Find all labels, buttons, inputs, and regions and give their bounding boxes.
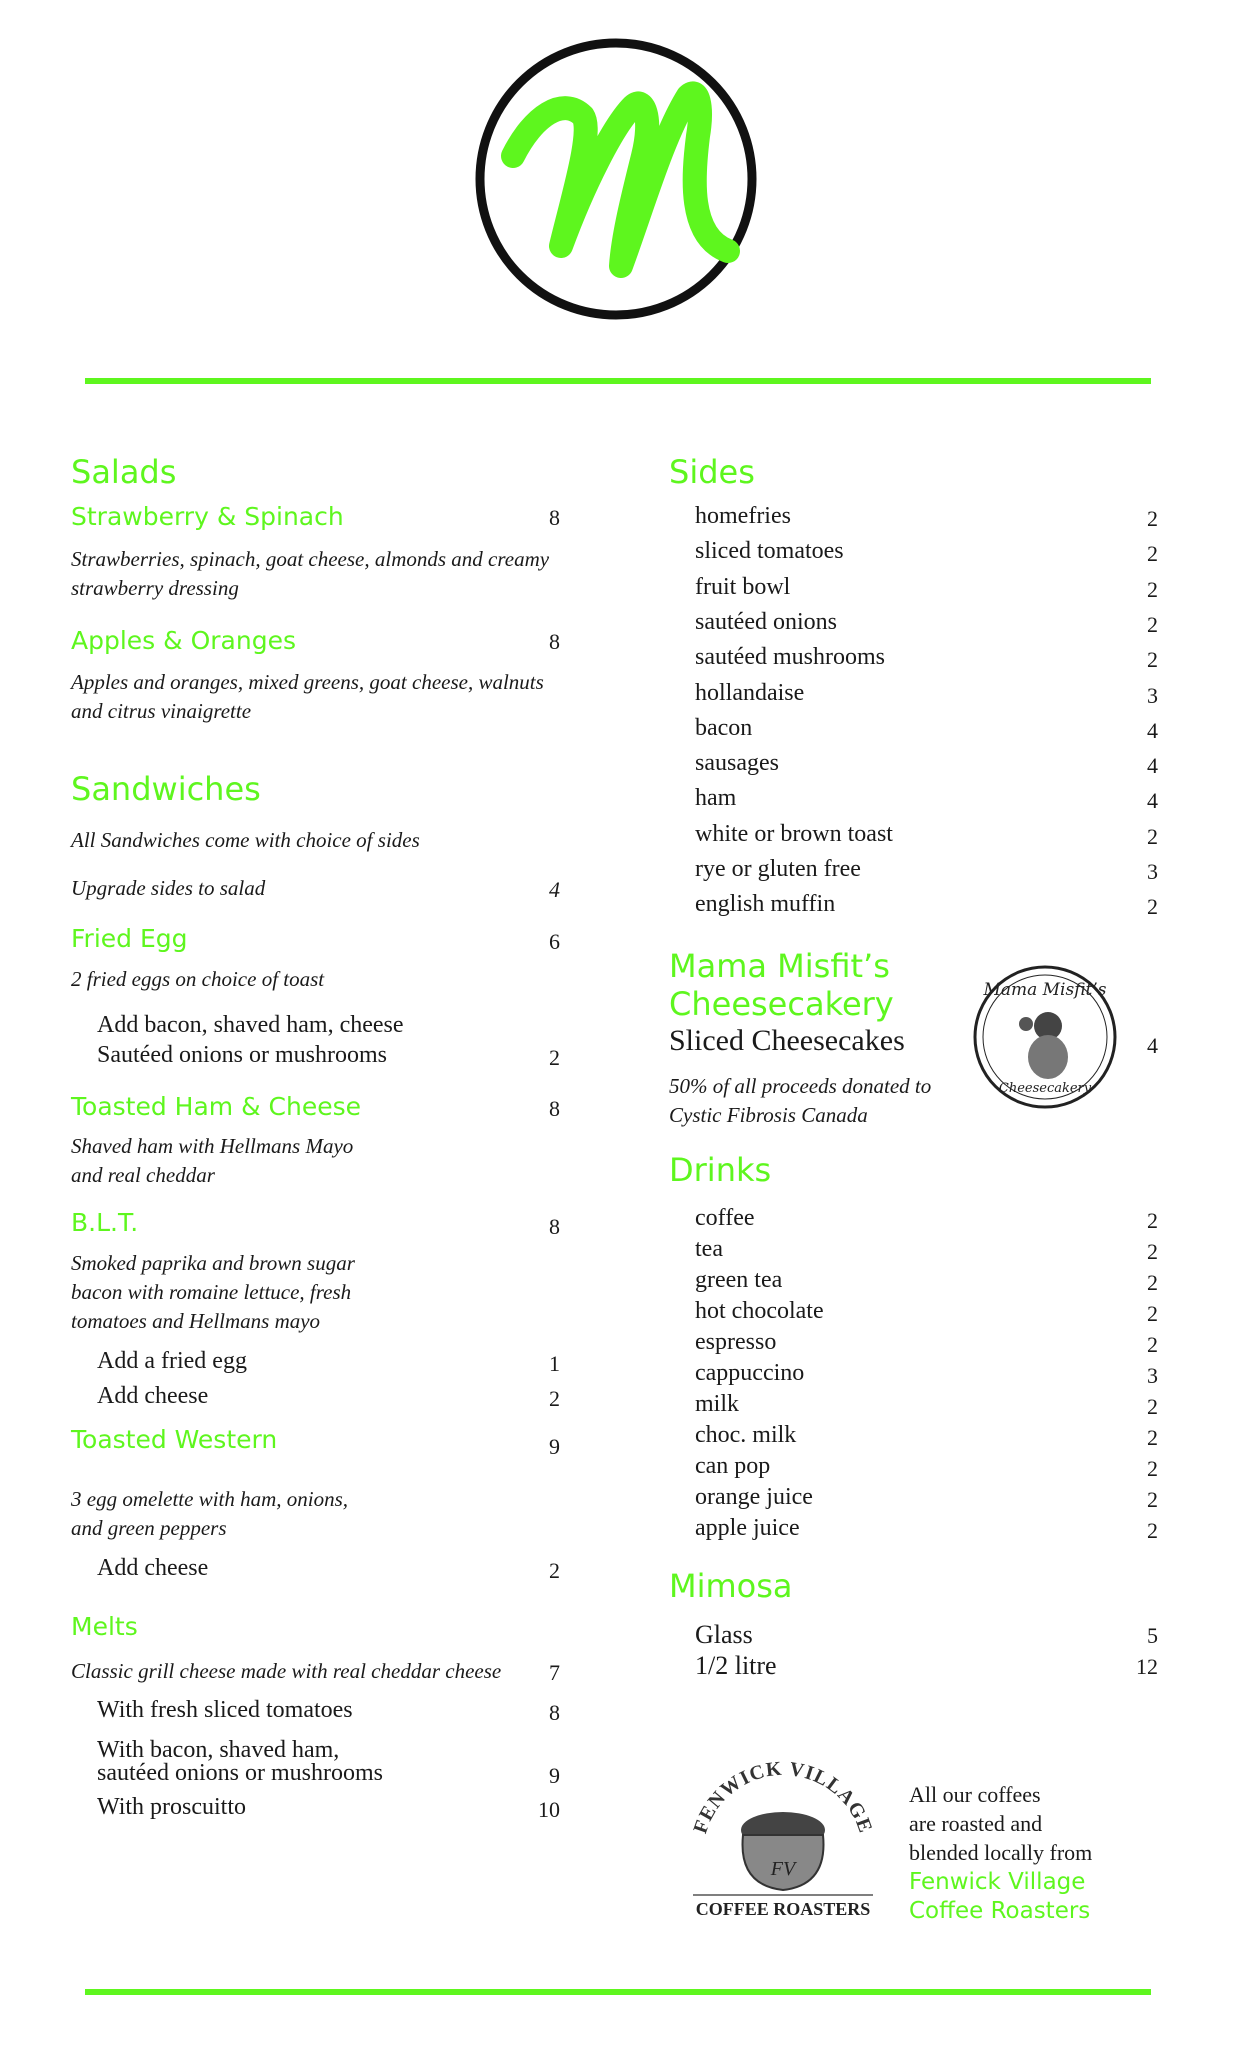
fried-egg-addon-price: 2 <box>549 1045 560 1070</box>
salad-item-name: Strawberry & Spinach <box>71 502 344 531</box>
list-item-price: 2 <box>1147 1456 1158 1481</box>
sandwiches-heading: Sandwiches <box>71 770 261 808</box>
upgrade-label: Upgrade sides to salad <box>71 876 266 900</box>
mama-description: 50% of all proceeds donated to <box>669 1074 932 1098</box>
list-item-price: 2 <box>1147 1301 1158 1326</box>
melts-option-price: 10 <box>538 1797 560 1822</box>
ham-cheese-description: Shaved ham with Hellmans Mayo <box>71 1134 354 1158</box>
list-item-price: 2 <box>1147 1518 1158 1543</box>
list-item-name: sautéed mushrooms <box>695 644 885 671</box>
melts-name: Melts <box>71 1612 138 1641</box>
melts-description: Classic grill cheese made with real cheddar cheese <box>71 1659 502 1683</box>
list-item-price: 5 <box>1147 1623 1158 1648</box>
list-item-name: hollandaise <box>695 679 805 706</box>
sandwiches-note: All Sandwiches come with choice of sides <box>71 828 420 852</box>
list-item-name: choc. milk <box>695 1422 797 1448</box>
list-item-name: 1/2 litre <box>695 1651 777 1680</box>
fenwick-logo-bottom-text: COFFEE ROASTERS <box>695 1899 871 1919</box>
list-item-price: 3 <box>1147 682 1158 708</box>
list-item-name: Glass <box>695 1620 753 1649</box>
fenwick-village-logo-icon <box>678 1755 888 1920</box>
salad-item-price: 8 <box>549 629 560 654</box>
list-item-name: milk <box>695 1391 740 1417</box>
blt-description: bacon with romaine lettuce, fresh <box>71 1280 352 1304</box>
list-item-name: espresso <box>695 1329 777 1355</box>
list-item-name: can pop <box>695 1453 771 1479</box>
fenwick-logo-top-text: FENWICK VILLAGE <box>689 1757 877 1837</box>
badge-top-text: Mama Misfit’s <box>983 980 1107 1000</box>
list-item-price: 4 <box>1147 753 1158 779</box>
blt-description: Smoked paprika and brown sugar <box>71 1251 355 1275</box>
fenwick-text: blended locally from <box>909 1840 1093 1865</box>
list-item-price: 2 <box>1147 1239 1158 1264</box>
sides-heading: Sides <box>669 453 755 491</box>
list-item-name: fruit bowl <box>695 573 791 600</box>
list-item-price: 3 <box>1147 1363 1158 1388</box>
list-item-price: 2 <box>1147 1487 1158 1512</box>
list-item-price: 2 <box>1147 576 1158 602</box>
mama-item: Sliced Cheesecakes <box>669 1024 905 1057</box>
list-item-price: 2 <box>1147 894 1158 920</box>
list-item-name: bacon <box>695 714 753 741</box>
list-item-name: homefries <box>695 503 791 529</box>
mama-description: Cystic Fibrosis Canada <box>669 1103 868 1127</box>
upgrade-price: 4 <box>549 877 560 902</box>
ham-cheese-description: and real cheddar <box>71 1163 215 1187</box>
list-item-price: 2 <box>1147 823 1158 849</box>
ham-cheese-name: Toasted Ham & Cheese <box>71 1092 361 1121</box>
fenwick-logo-initials: FV <box>770 1858 796 1880</box>
m-logo-icon <box>473 36 759 322</box>
list-item-name: white or brown toast <box>695 820 893 847</box>
list-item-name: english muffin <box>695 891 836 918</box>
list-item-name: green tea <box>695 1267 783 1293</box>
fried-egg-description: 2 fried eggs on choice of toast <box>71 967 325 991</box>
list-item-price: 2 <box>1147 1332 1158 1357</box>
list-item-price: 2 <box>1147 1208 1158 1233</box>
salads-heading: Salads <box>71 453 177 491</box>
list-item-name: sliced tomatoes <box>695 538 844 565</box>
mimosa-heading: Mimosa <box>669 1567 793 1605</box>
blt-addon: Add a fried egg <box>97 1348 247 1374</box>
list-item-name: rye or gluten free <box>695 856 861 882</box>
western-addon-price: 2 <box>549 1558 560 1583</box>
list-item-price: 2 <box>1147 506 1158 531</box>
mama-price: 4 <box>1147 1033 1158 1058</box>
list-item-price: 2 <box>1147 647 1158 673</box>
blt-addon-price: 1 <box>549 1351 560 1376</box>
list-item-price: 4 <box>1147 717 1158 743</box>
list-item-name: hot chocolate <box>695 1298 824 1324</box>
list-item-name: sausages <box>695 750 779 777</box>
blt-description: tomatoes and Hellmans mayo <box>71 1309 321 1333</box>
badge-bottom-text: Cheesecakery <box>998 1081 1092 1096</box>
fried-egg-name: Fried Egg <box>71 924 188 953</box>
bottom-divider <box>85 1989 1151 1995</box>
melts-option: With bacon, shaved ham, <box>97 1737 340 1763</box>
list-item-price: 2 <box>1147 1394 1158 1419</box>
western-name: Toasted Western <box>71 1425 278 1454</box>
list-item-name: cappuccino <box>695 1360 805 1386</box>
list-item-price: 4 <box>1147 788 1158 814</box>
blt-price: 8 <box>549 1214 560 1239</box>
fried-egg-price: 6 <box>549 929 560 954</box>
list-item-price: 2 <box>1147 611 1158 637</box>
salad-item-description: Strawberries, spinach, goat cheese, almonds and creamy strawberry dressing <box>71 547 550 600</box>
salad-item-price: 8 <box>549 505 560 530</box>
fried-egg-addon: Add bacon, shaved ham, cheese <box>97 1012 404 1038</box>
list-item-name: tea <box>695 1236 723 1262</box>
western-description: 3 egg omelette with ham, onions, <box>71 1487 349 1511</box>
blt-addon-price: 2 <box>549 1386 560 1411</box>
western-description: and green peppers <box>71 1516 227 1540</box>
mama-misfits-badge-icon <box>970 962 1120 1112</box>
fenwick-brand: Coffee Roasters <box>909 1898 1091 1924</box>
list-item-price: 2 <box>1147 541 1158 567</box>
list-item-name: orange juice <box>695 1484 813 1510</box>
list-item-name: apple juice <box>695 1515 800 1541</box>
fenwick-text: All our coffees <box>909 1782 1041 1807</box>
fenwick-text: are roasted and <box>909 1811 1043 1836</box>
drinks-heading: Drinks <box>669 1151 772 1189</box>
melts-option: With proscuitto <box>97 1794 247 1820</box>
mama-heading: Mama Misfit’s <box>669 947 890 985</box>
fenwick-brand: Fenwick Village <box>909 1869 1086 1895</box>
mama-heading: Cheesecakery <box>669 985 894 1023</box>
melts-price: 7 <box>549 1660 560 1685</box>
western-price: 9 <box>549 1434 560 1459</box>
list-item-name: ham <box>695 785 737 812</box>
salad-item-description: Apples and oranges, mixed greens, goat cheese, walnuts and citrus vinaigrette <box>71 670 544 723</box>
salad-item-name: Apples & Oranges <box>71 626 296 655</box>
blt-name: B.L.T. <box>71 1208 139 1237</box>
fried-egg-addon: Sautéed onions or mushrooms <box>97 1042 387 1068</box>
list-item-price: 12 <box>1136 1654 1158 1679</box>
melts-option: With fresh sliced tomatoes <box>97 1697 353 1723</box>
top-divider <box>85 378 1151 384</box>
western-addon: Add cheese <box>97 1555 209 1581</box>
list-item-price: 2 <box>1147 1270 1158 1295</box>
ham-cheese-price: 8 <box>549 1096 560 1121</box>
list-item-name: sautéed onions <box>695 608 837 635</box>
list-item-name: coffee <box>695 1205 755 1231</box>
list-item-price: 3 <box>1147 859 1158 884</box>
melts-option: sautéed onions or mushrooms <box>97 1760 383 1786</box>
melts-option-price: 9 <box>549 1763 560 1788</box>
list-item-price: 2 <box>1147 1425 1158 1450</box>
melts-option-price: 8 <box>549 1700 560 1725</box>
blt-addon: Add cheese <box>97 1383 209 1409</box>
